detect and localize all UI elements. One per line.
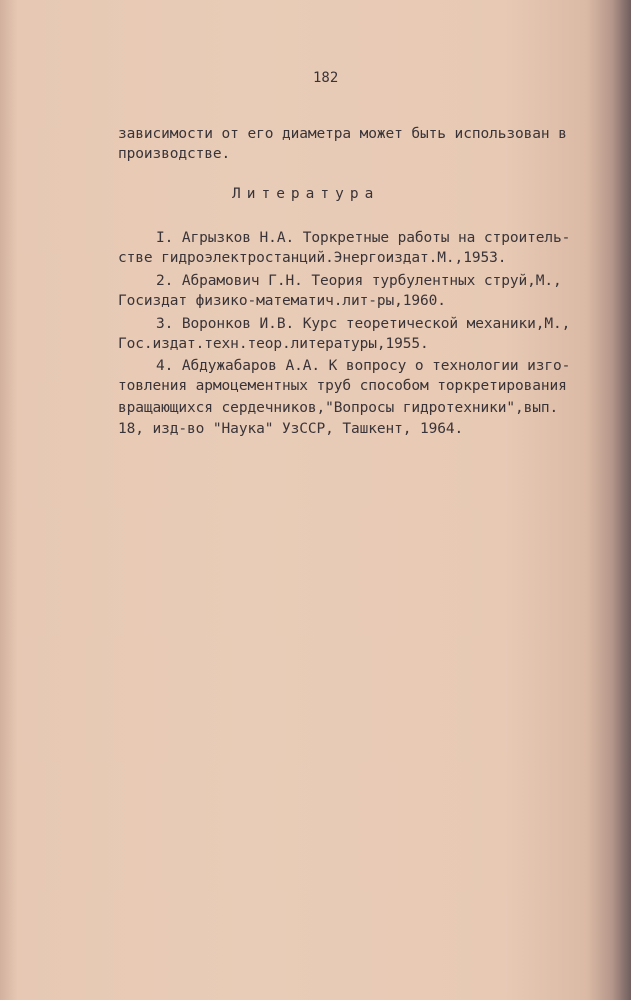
reference-line: I. Агрызков Н.А. Торкретные работы на строитель-	[156, 230, 571, 246]
page-edge-shadow	[0, 0, 18, 1000]
reference-line: 2. Абрамович Г.Н. Теория турбулентных струй,М.,	[156, 273, 562, 289]
reference-line: Госиздат физико-математич.лит-ры,1960.	[118, 293, 446, 309]
intro-line: зависимости от его диаметра может быть использован в	[118, 126, 567, 142]
reference-line: 18, изд-во "Наука" УзССР, Ташкент, 1964.	[118, 421, 464, 437]
reference-line: 4. Абдужабаров А.А. К вопросу о технологии изго-	[156, 358, 571, 374]
reference-line: стве гидроэлектростанций.Энергоиздат.М.,1953.	[118, 250, 507, 266]
reference-line: 3. Воронков И.В. Курс теоретической механики,М.,	[156, 316, 571, 332]
reference-line: товления армоцементных труб способом торкретирования	[118, 378, 567, 394]
section-heading: Литература	[232, 186, 380, 202]
intro-line: производстве.	[118, 146, 231, 162]
reference-line: вращающихся сердечников,"Вопросы гидротехники",вып.	[118, 400, 559, 416]
reference-line: Гос.издат.техн.теор.литературы,1955.	[118, 336, 429, 352]
page-number: 182	[313, 70, 339, 86]
